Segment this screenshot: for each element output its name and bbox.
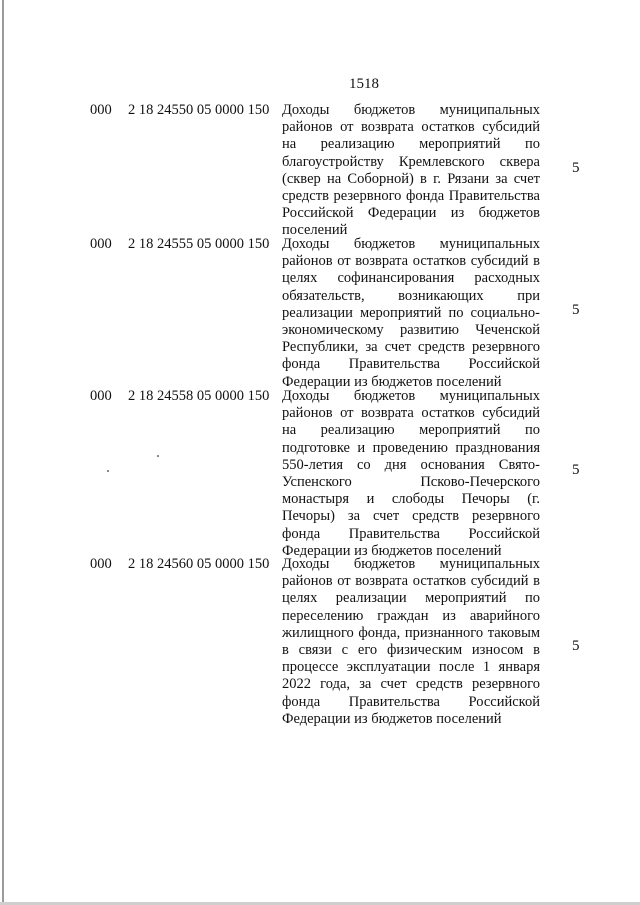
kbk-code: 2 18 24550 05 0000 150 — [128, 102, 270, 118]
kbk-code: 2 18 24560 05 0000 150 — [128, 556, 270, 572]
scan-speck — [157, 455, 159, 457]
kbk-code: 2 18 24558 05 0000 150 — [128, 388, 270, 404]
scan-speck — [107, 470, 109, 472]
income-description: Доходы бюджетов муниципальных районов от возврата остатков субсидий на реализацию мероприятий по благоустройству Кремлевского сквера (сквер на Соборной) в г. Рязани за счет средств резервного фонда Правительства Российской Федерации из бюджетов поселений — [282, 102, 540, 239]
amount: 5 — [572, 462, 580, 478]
amount: 5 — [572, 160, 580, 176]
kbk-code: 2 18 24555 05 0000 150 — [128, 236, 270, 252]
admin-code: 000 — [90, 236, 112, 252]
amount: 5 — [572, 638, 580, 654]
scan-edge-left — [2, 0, 4, 905]
page-number: 1518 — [349, 76, 379, 92]
admin-code: 000 — [90, 556, 112, 572]
income-description: Доходы бюджетов муниципальных районов от возврата остатков субсидий в целях софинансирования расходных обязательств, возникающих при реализации мероприятий по социально-экономическому развитию Чеченской Республики, за счет средств резервного фонда Правительства Российской Федерации из бюджетов поселений — [282, 236, 540, 390]
admin-code: 000 — [90, 102, 112, 118]
income-description: Доходы бюджетов муниципальных районов от возврата остатков субсидий в целях реализации мероприятий по переселению граждан из аварийного жилищного фонда, признанного таковым в связи с его физическим износом в процессе эксплуатации после 1 января 2022 года, за счет средств резервного фонда Правительства Российской Федерации из бюджетов поселений — [282, 556, 540, 727]
admin-code: 000 — [90, 388, 112, 404]
amount: 5 — [572, 302, 580, 318]
income-description: Доходы бюджетов муниципальных районов от возврата остатков субсидий на реализацию мероприятий по подготовке и проведению празднования 550-летия со дня основания Свято-Успенского Псково-Печерского монастыря и слободы Печоры (г. Печоры) за счет средств резервного фонда Правительства Российской Федерации из бюджетов поселений — [282, 388, 540, 559]
